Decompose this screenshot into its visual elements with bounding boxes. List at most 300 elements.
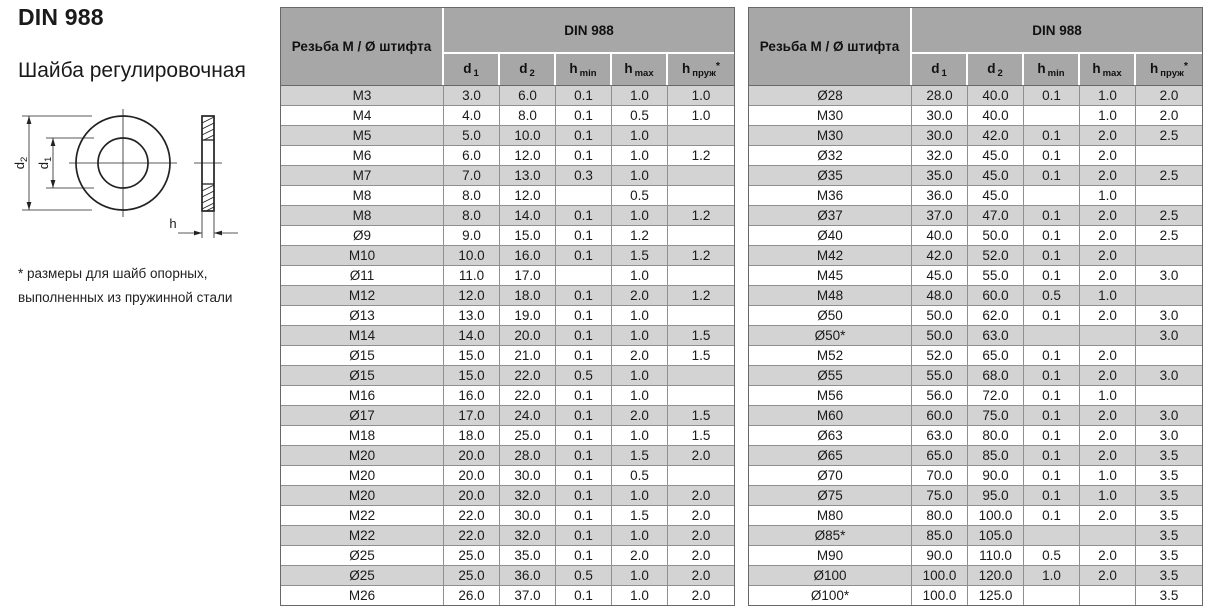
cell-size: Ø28 bbox=[749, 85, 912, 105]
cell-value: 30.0 bbox=[500, 505, 556, 525]
column-header-hmin bbox=[1024, 54, 1080, 85]
header-text-part: d bbox=[987, 61, 996, 76]
cell-value: 2.0 bbox=[1080, 165, 1136, 185]
header-text-part: 2 bbox=[529, 68, 535, 79]
cell-value: 1.0 bbox=[612, 585, 668, 605]
cell-value: 15.0 bbox=[500, 225, 556, 245]
cell-value: 40.0 bbox=[968, 85, 1024, 105]
cell-value: 0.1 bbox=[556, 425, 612, 445]
cell-value: 1.0 bbox=[668, 85, 734, 105]
cell-value: 0.1 bbox=[556, 465, 612, 485]
cell-value bbox=[1024, 525, 1080, 545]
cell-value: 3.0 bbox=[1136, 365, 1202, 385]
cell-value: 3.5 bbox=[1136, 505, 1202, 525]
cell-value: 1.0 bbox=[1080, 385, 1136, 405]
cell-value: 48.0 bbox=[912, 285, 968, 305]
table-row bbox=[749, 525, 1202, 545]
column-header-hspring bbox=[668, 54, 734, 85]
cell-value: 1.0 bbox=[612, 165, 668, 185]
cell-value: 0.1 bbox=[1024, 485, 1080, 505]
table-row bbox=[281, 305, 734, 325]
cell-value: 2.0 bbox=[1136, 85, 1202, 105]
cell-size: Ø15 bbox=[281, 365, 444, 385]
cell-size: M80 bbox=[749, 505, 912, 525]
cell-value: 22.0 bbox=[500, 385, 556, 405]
cell-value: 32.0 bbox=[912, 145, 968, 165]
page-subtitle: Шайба регулировочная bbox=[18, 59, 246, 82]
cell-value: 45.0 bbox=[968, 145, 1024, 165]
washer-technical-drawing bbox=[6, 100, 261, 262]
table-row bbox=[281, 505, 734, 525]
cell-value: 110.0 bbox=[968, 545, 1024, 565]
cell-value: 72.0 bbox=[968, 385, 1024, 405]
cell-value: 1.5 bbox=[668, 405, 734, 425]
cell-value: 21.0 bbox=[500, 345, 556, 365]
cell-value: 13.0 bbox=[444, 305, 500, 325]
cell-value: 10.0 bbox=[500, 125, 556, 145]
cell-size: M16 bbox=[281, 385, 444, 405]
cell-value: 90.0 bbox=[912, 545, 968, 565]
table-row bbox=[749, 465, 1202, 485]
cell-value: 0.1 bbox=[556, 385, 612, 405]
header-text-part: d bbox=[463, 61, 472, 76]
cell-value: 0.1 bbox=[1024, 245, 1080, 265]
cell-value: 65.0 bbox=[968, 345, 1024, 365]
cell-value: 0.5 bbox=[556, 565, 612, 585]
cell-value bbox=[1136, 185, 1202, 205]
cell-value: 100.0 bbox=[912, 565, 968, 585]
cell-value: 0.1 bbox=[556, 245, 612, 265]
header-text-part: * bbox=[715, 60, 720, 72]
cell-value: 0.1 bbox=[556, 225, 612, 245]
table-row bbox=[749, 345, 1202, 365]
cell-size: M42 bbox=[749, 245, 912, 265]
cell-value: 0.1 bbox=[556, 585, 612, 605]
cell-value: 12.0 bbox=[500, 145, 556, 165]
cell-value: 80.0 bbox=[912, 505, 968, 525]
cell-value: 10.0 bbox=[444, 245, 500, 265]
cell-size: M60 bbox=[749, 405, 912, 425]
cell-value: 16.0 bbox=[444, 385, 500, 405]
cell-value bbox=[668, 125, 734, 145]
table-row bbox=[749, 545, 1202, 565]
cell-size: Ø13 bbox=[281, 305, 444, 325]
cell-value: 1.0 bbox=[612, 85, 668, 105]
footnote-line2: выполненных из пружинной стали bbox=[18, 290, 233, 305]
cell-value: 2.0 bbox=[668, 545, 734, 565]
column-header-hmin bbox=[556, 54, 612, 85]
cell-value bbox=[668, 385, 734, 405]
table-row bbox=[749, 185, 1202, 205]
cell-value: 2.0 bbox=[668, 565, 734, 585]
cell-size: Ø40 bbox=[749, 225, 912, 245]
cell-value: 0.1 bbox=[556, 485, 612, 505]
cell-size: Ø85* bbox=[749, 525, 912, 545]
cell-value: 3.5 bbox=[1136, 565, 1202, 585]
cell-value: 25.0 bbox=[444, 565, 500, 585]
table-row bbox=[749, 105, 1202, 125]
cell-size: Ø25 bbox=[281, 565, 444, 585]
cell-size: M30 bbox=[749, 105, 912, 125]
cell-value: 1.5 bbox=[668, 325, 734, 345]
cell-value bbox=[1024, 105, 1080, 125]
table-row bbox=[749, 585, 1202, 605]
column-header-hmax bbox=[612, 54, 668, 85]
cell-size: M4 bbox=[281, 105, 444, 125]
table-row bbox=[281, 385, 734, 405]
cell-value: 25.0 bbox=[444, 545, 500, 565]
cell-value: 14.0 bbox=[500, 205, 556, 225]
cell-value: 2.0 bbox=[1136, 105, 1202, 125]
cell-size: M14 bbox=[281, 325, 444, 345]
cell-value: 0.3 bbox=[556, 165, 612, 185]
cell-value: 19.0 bbox=[500, 305, 556, 325]
cell-value: 32.0 bbox=[500, 485, 556, 505]
cell-value: 0.1 bbox=[1024, 345, 1080, 365]
cell-value: 0.1 bbox=[1024, 405, 1080, 425]
cell-value bbox=[668, 465, 734, 485]
cell-value: 0.1 bbox=[1024, 305, 1080, 325]
table-body-right bbox=[749, 85, 1202, 605]
header-text-part: min bbox=[1047, 68, 1065, 79]
cell-value: 7.0 bbox=[444, 165, 500, 185]
spec-table-left bbox=[281, 8, 734, 605]
cell-value bbox=[1024, 585, 1080, 605]
cell-value: 3.0 bbox=[1136, 405, 1202, 425]
cell-size: M12 bbox=[281, 285, 444, 305]
cell-value: 120.0 bbox=[968, 565, 1024, 585]
cell-value: 3.0 bbox=[444, 85, 500, 105]
cell-value: 50.0 bbox=[912, 305, 968, 325]
cell-value: 18.0 bbox=[444, 425, 500, 445]
cell-value: 2.5 bbox=[1136, 205, 1202, 225]
cell-value: 0.1 bbox=[556, 125, 612, 145]
table-row bbox=[281, 345, 734, 365]
cell-value: 35.0 bbox=[912, 165, 968, 185]
table-row bbox=[281, 465, 734, 485]
cell-value bbox=[1080, 585, 1136, 605]
cell-value: 2.0 bbox=[612, 405, 668, 425]
cell-value: 95.0 bbox=[968, 485, 1024, 505]
cell-value: 0.1 bbox=[556, 285, 612, 305]
cell-size: M6 bbox=[281, 145, 444, 165]
cell-value: 30.0 bbox=[912, 105, 968, 125]
cell-size: M18 bbox=[281, 425, 444, 445]
cell-value: 75.0 bbox=[968, 405, 1024, 425]
cell-size: M7 bbox=[281, 165, 444, 185]
cell-value: 47.0 bbox=[968, 205, 1024, 225]
group-header-din988: DIN 988 bbox=[444, 8, 734, 54]
table-row bbox=[749, 125, 1202, 145]
cell-value: 100.0 bbox=[912, 585, 968, 605]
cell-value: 0.1 bbox=[1024, 365, 1080, 385]
cell-value bbox=[1136, 245, 1202, 265]
cell-size: Ø35 bbox=[749, 165, 912, 185]
cell-value: 68.0 bbox=[968, 365, 1024, 385]
cell-size: M20 bbox=[281, 465, 444, 485]
cell-value bbox=[668, 165, 734, 185]
cell-value: 22.0 bbox=[444, 525, 500, 545]
cell-value: 50.0 bbox=[968, 225, 1024, 245]
cell-value: 37.0 bbox=[912, 205, 968, 225]
cell-value: 80.0 bbox=[968, 425, 1024, 445]
cell-value: 1.2 bbox=[612, 225, 668, 245]
group-header-din988: DIN 988 bbox=[912, 8, 1202, 54]
cell-value: 0.1 bbox=[1024, 425, 1080, 445]
cell-value: 37.0 bbox=[500, 585, 556, 605]
cell-value: 8.0 bbox=[444, 205, 500, 225]
cell-size: Ø17 bbox=[281, 405, 444, 425]
cell-value: 2.0 bbox=[1080, 145, 1136, 165]
cell-value: 11.0 bbox=[444, 265, 500, 285]
cell-value: 5.0 bbox=[444, 125, 500, 145]
cell-value: 2.0 bbox=[1080, 425, 1136, 445]
cell-value: 52.0 bbox=[968, 245, 1024, 265]
cell-value: 0.1 bbox=[556, 545, 612, 565]
table-row bbox=[281, 585, 734, 605]
cell-value: 36.0 bbox=[912, 185, 968, 205]
table-row bbox=[749, 265, 1202, 285]
table-row bbox=[281, 285, 734, 305]
spec-table-right bbox=[749, 8, 1202, 605]
cell-value bbox=[668, 185, 734, 205]
cell-value: 30.0 bbox=[912, 125, 968, 145]
cell-value: 0.1 bbox=[556, 305, 612, 325]
table-row bbox=[281, 205, 734, 225]
cell-value: 1.5 bbox=[612, 245, 668, 265]
cell-value: 0.1 bbox=[556, 405, 612, 425]
cell-value: 0.5 bbox=[612, 185, 668, 205]
table-row bbox=[749, 225, 1202, 245]
column-header-d1 bbox=[444, 54, 500, 85]
cell-value: 0.1 bbox=[556, 445, 612, 465]
table-row bbox=[749, 385, 1202, 405]
cell-value bbox=[668, 225, 734, 245]
cell-value: 2.0 bbox=[1080, 225, 1136, 245]
cell-value: 2.0 bbox=[668, 505, 734, 525]
cell-value: 1.0 bbox=[1080, 465, 1136, 485]
cell-value: 0.1 bbox=[556, 505, 612, 525]
cell-size: Ø11 bbox=[281, 265, 444, 285]
cell-value: 2.0 bbox=[1080, 245, 1136, 265]
cell-value: 0.5 bbox=[612, 465, 668, 485]
cell-value: 3.0 bbox=[1136, 325, 1202, 345]
cell-value: 0.1 bbox=[556, 525, 612, 545]
cell-size: Ø55 bbox=[749, 365, 912, 385]
cell-size: M48 bbox=[749, 285, 912, 305]
cell-value: 15.0 bbox=[444, 365, 500, 385]
cell-value: 63.0 bbox=[912, 425, 968, 445]
table-right bbox=[748, 7, 1203, 606]
cell-value bbox=[1024, 325, 1080, 345]
header-text-part: h bbox=[1150, 61, 1159, 76]
table-row bbox=[281, 565, 734, 585]
cell-value bbox=[1024, 185, 1080, 205]
footnote bbox=[18, 262, 232, 310]
cell-value: 26.0 bbox=[444, 585, 500, 605]
cell-value: 2.0 bbox=[1080, 545, 1136, 565]
cell-value: 24.0 bbox=[500, 405, 556, 425]
cell-value: 2.0 bbox=[1080, 405, 1136, 425]
cell-size: M52 bbox=[749, 345, 912, 365]
cell-value: 6.0 bbox=[500, 85, 556, 105]
table-row bbox=[281, 125, 734, 145]
cell-value: 2.5 bbox=[1136, 165, 1202, 185]
cell-value: 0.1 bbox=[556, 205, 612, 225]
cell-value: 8.0 bbox=[500, 105, 556, 125]
cell-size: M10 bbox=[281, 245, 444, 265]
cell-value bbox=[1136, 145, 1202, 165]
table-row bbox=[749, 425, 1202, 445]
table-row bbox=[749, 365, 1202, 385]
cell-size: Ø63 bbox=[749, 425, 912, 445]
cell-value: 0.1 bbox=[1024, 225, 1080, 245]
cell-value: 1.0 bbox=[612, 525, 668, 545]
cell-size: Ø9 bbox=[281, 225, 444, 245]
cell-value: 22.0 bbox=[500, 365, 556, 385]
column-header-d2 bbox=[968, 54, 1024, 85]
table-row bbox=[749, 305, 1202, 325]
table-row bbox=[281, 265, 734, 285]
cell-size: Ø15 bbox=[281, 345, 444, 365]
header-text-part: 1 bbox=[941, 68, 947, 79]
cell-value bbox=[668, 265, 734, 285]
cell-value: 2.0 bbox=[1080, 125, 1136, 145]
cell-value: 100.0 bbox=[968, 505, 1024, 525]
cell-value: 1.0 bbox=[1024, 565, 1080, 585]
cell-value: 1.5 bbox=[612, 445, 668, 465]
header-text-part: max bbox=[1102, 68, 1122, 79]
column-header-d2 bbox=[500, 54, 556, 85]
table-row bbox=[749, 445, 1202, 465]
d1-label: $d_1$ bbox=[36, 156, 54, 170]
table-row bbox=[281, 445, 734, 465]
cell-value: 55.0 bbox=[968, 265, 1024, 285]
table-row bbox=[749, 85, 1202, 105]
cell-value: 2.0 bbox=[612, 285, 668, 305]
table-left bbox=[280, 7, 735, 606]
cell-value: 20.0 bbox=[444, 445, 500, 465]
table-row bbox=[749, 485, 1202, 505]
cell-value bbox=[1136, 385, 1202, 405]
cell-value: 17.0 bbox=[500, 265, 556, 285]
cell-value bbox=[668, 305, 734, 325]
cell-value: 3.5 bbox=[1136, 445, 1202, 465]
cell-value: 15.0 bbox=[444, 345, 500, 365]
cell-value: 0.1 bbox=[1024, 85, 1080, 105]
table-row bbox=[281, 485, 734, 505]
header-text-part: пруж bbox=[1160, 68, 1184, 79]
cell-value bbox=[1136, 285, 1202, 305]
cell-value: 1.0 bbox=[1080, 485, 1136, 505]
cell-value: 2.0 bbox=[612, 345, 668, 365]
cell-value: 1.2 bbox=[668, 285, 734, 305]
cell-value: 20.0 bbox=[500, 325, 556, 345]
cell-value: 50.0 bbox=[912, 325, 968, 345]
cell-value: 2.5 bbox=[1136, 125, 1202, 145]
header-text-part: d bbox=[931, 61, 940, 76]
header-text-part: max bbox=[634, 68, 654, 79]
cell-value: 60.0 bbox=[968, 285, 1024, 305]
cell-value: 0.1 bbox=[556, 105, 612, 125]
cell-size: M3 bbox=[281, 85, 444, 105]
cell-size: Ø100 bbox=[749, 565, 912, 585]
cell-size: Ø37 bbox=[749, 205, 912, 225]
cell-size: M8 bbox=[281, 205, 444, 225]
cell-value: 0.1 bbox=[556, 145, 612, 165]
footnote-line1: * размеры для шайб опорных, bbox=[18, 266, 208, 281]
cell-value: 0.1 bbox=[1024, 385, 1080, 405]
table-row bbox=[281, 525, 734, 545]
cell-value: 65.0 bbox=[912, 445, 968, 465]
cell-value: 3.0 bbox=[1136, 265, 1202, 285]
cell-value: 42.0 bbox=[912, 245, 968, 265]
cell-size: Ø75 bbox=[749, 485, 912, 505]
column-header-thread: Резьба М / Ø штифта bbox=[281, 8, 444, 85]
table-row bbox=[749, 245, 1202, 265]
cell-value: 3.5 bbox=[1136, 525, 1202, 545]
cell-value: 1.0 bbox=[668, 105, 734, 125]
cell-value: 1.5 bbox=[668, 345, 734, 365]
cell-value: 22.0 bbox=[444, 505, 500, 525]
cell-value: 1.5 bbox=[668, 425, 734, 445]
table-row bbox=[281, 425, 734, 445]
cell-size: M22 bbox=[281, 525, 444, 545]
table-body-left bbox=[281, 85, 734, 605]
cell-value: 1.2 bbox=[668, 145, 734, 165]
cell-value bbox=[1080, 525, 1136, 545]
cell-size: Ø100* bbox=[749, 585, 912, 605]
cell-value: 36.0 bbox=[500, 565, 556, 585]
table-row bbox=[749, 285, 1202, 305]
table-row bbox=[749, 325, 1202, 345]
table-row bbox=[749, 145, 1202, 165]
cell-value: 2.0 bbox=[1080, 505, 1136, 525]
table-row bbox=[749, 565, 1202, 585]
table-row bbox=[281, 365, 734, 385]
cell-value: 14.0 bbox=[444, 325, 500, 345]
cell-size: M20 bbox=[281, 445, 444, 465]
cell-value: 1.0 bbox=[612, 485, 668, 505]
table-row bbox=[749, 505, 1202, 525]
cell-value: 2.0 bbox=[668, 525, 734, 545]
cell-value: 1.0 bbox=[1080, 285, 1136, 305]
cell-value: 1.5 bbox=[612, 505, 668, 525]
table-row bbox=[281, 405, 734, 425]
cell-value bbox=[556, 265, 612, 285]
cell-value: 0.1 bbox=[556, 345, 612, 365]
cell-value: 40.0 bbox=[968, 105, 1024, 125]
header-text-part: min bbox=[579, 68, 597, 79]
cell-value: 0.1 bbox=[1024, 265, 1080, 285]
header-text-part: h bbox=[1037, 61, 1046, 76]
cell-value: 3.0 bbox=[1136, 305, 1202, 325]
cell-value: 2.0 bbox=[1080, 565, 1136, 585]
header-text-part: d bbox=[519, 61, 528, 76]
cell-size: M22 bbox=[281, 505, 444, 525]
cell-value: 85.0 bbox=[912, 525, 968, 545]
cell-value: 1.0 bbox=[612, 265, 668, 285]
cell-value: 8.0 bbox=[444, 185, 500, 205]
cell-value: 45.0 bbox=[968, 165, 1024, 185]
cell-value: 35.0 bbox=[500, 545, 556, 565]
header-text-part: * bbox=[1183, 60, 1188, 72]
table-row bbox=[281, 165, 734, 185]
cell-value: 90.0 bbox=[968, 465, 1024, 485]
column-header-hspring bbox=[1136, 54, 1202, 85]
cell-value: 32.0 bbox=[500, 525, 556, 545]
cell-value bbox=[1136, 345, 1202, 365]
